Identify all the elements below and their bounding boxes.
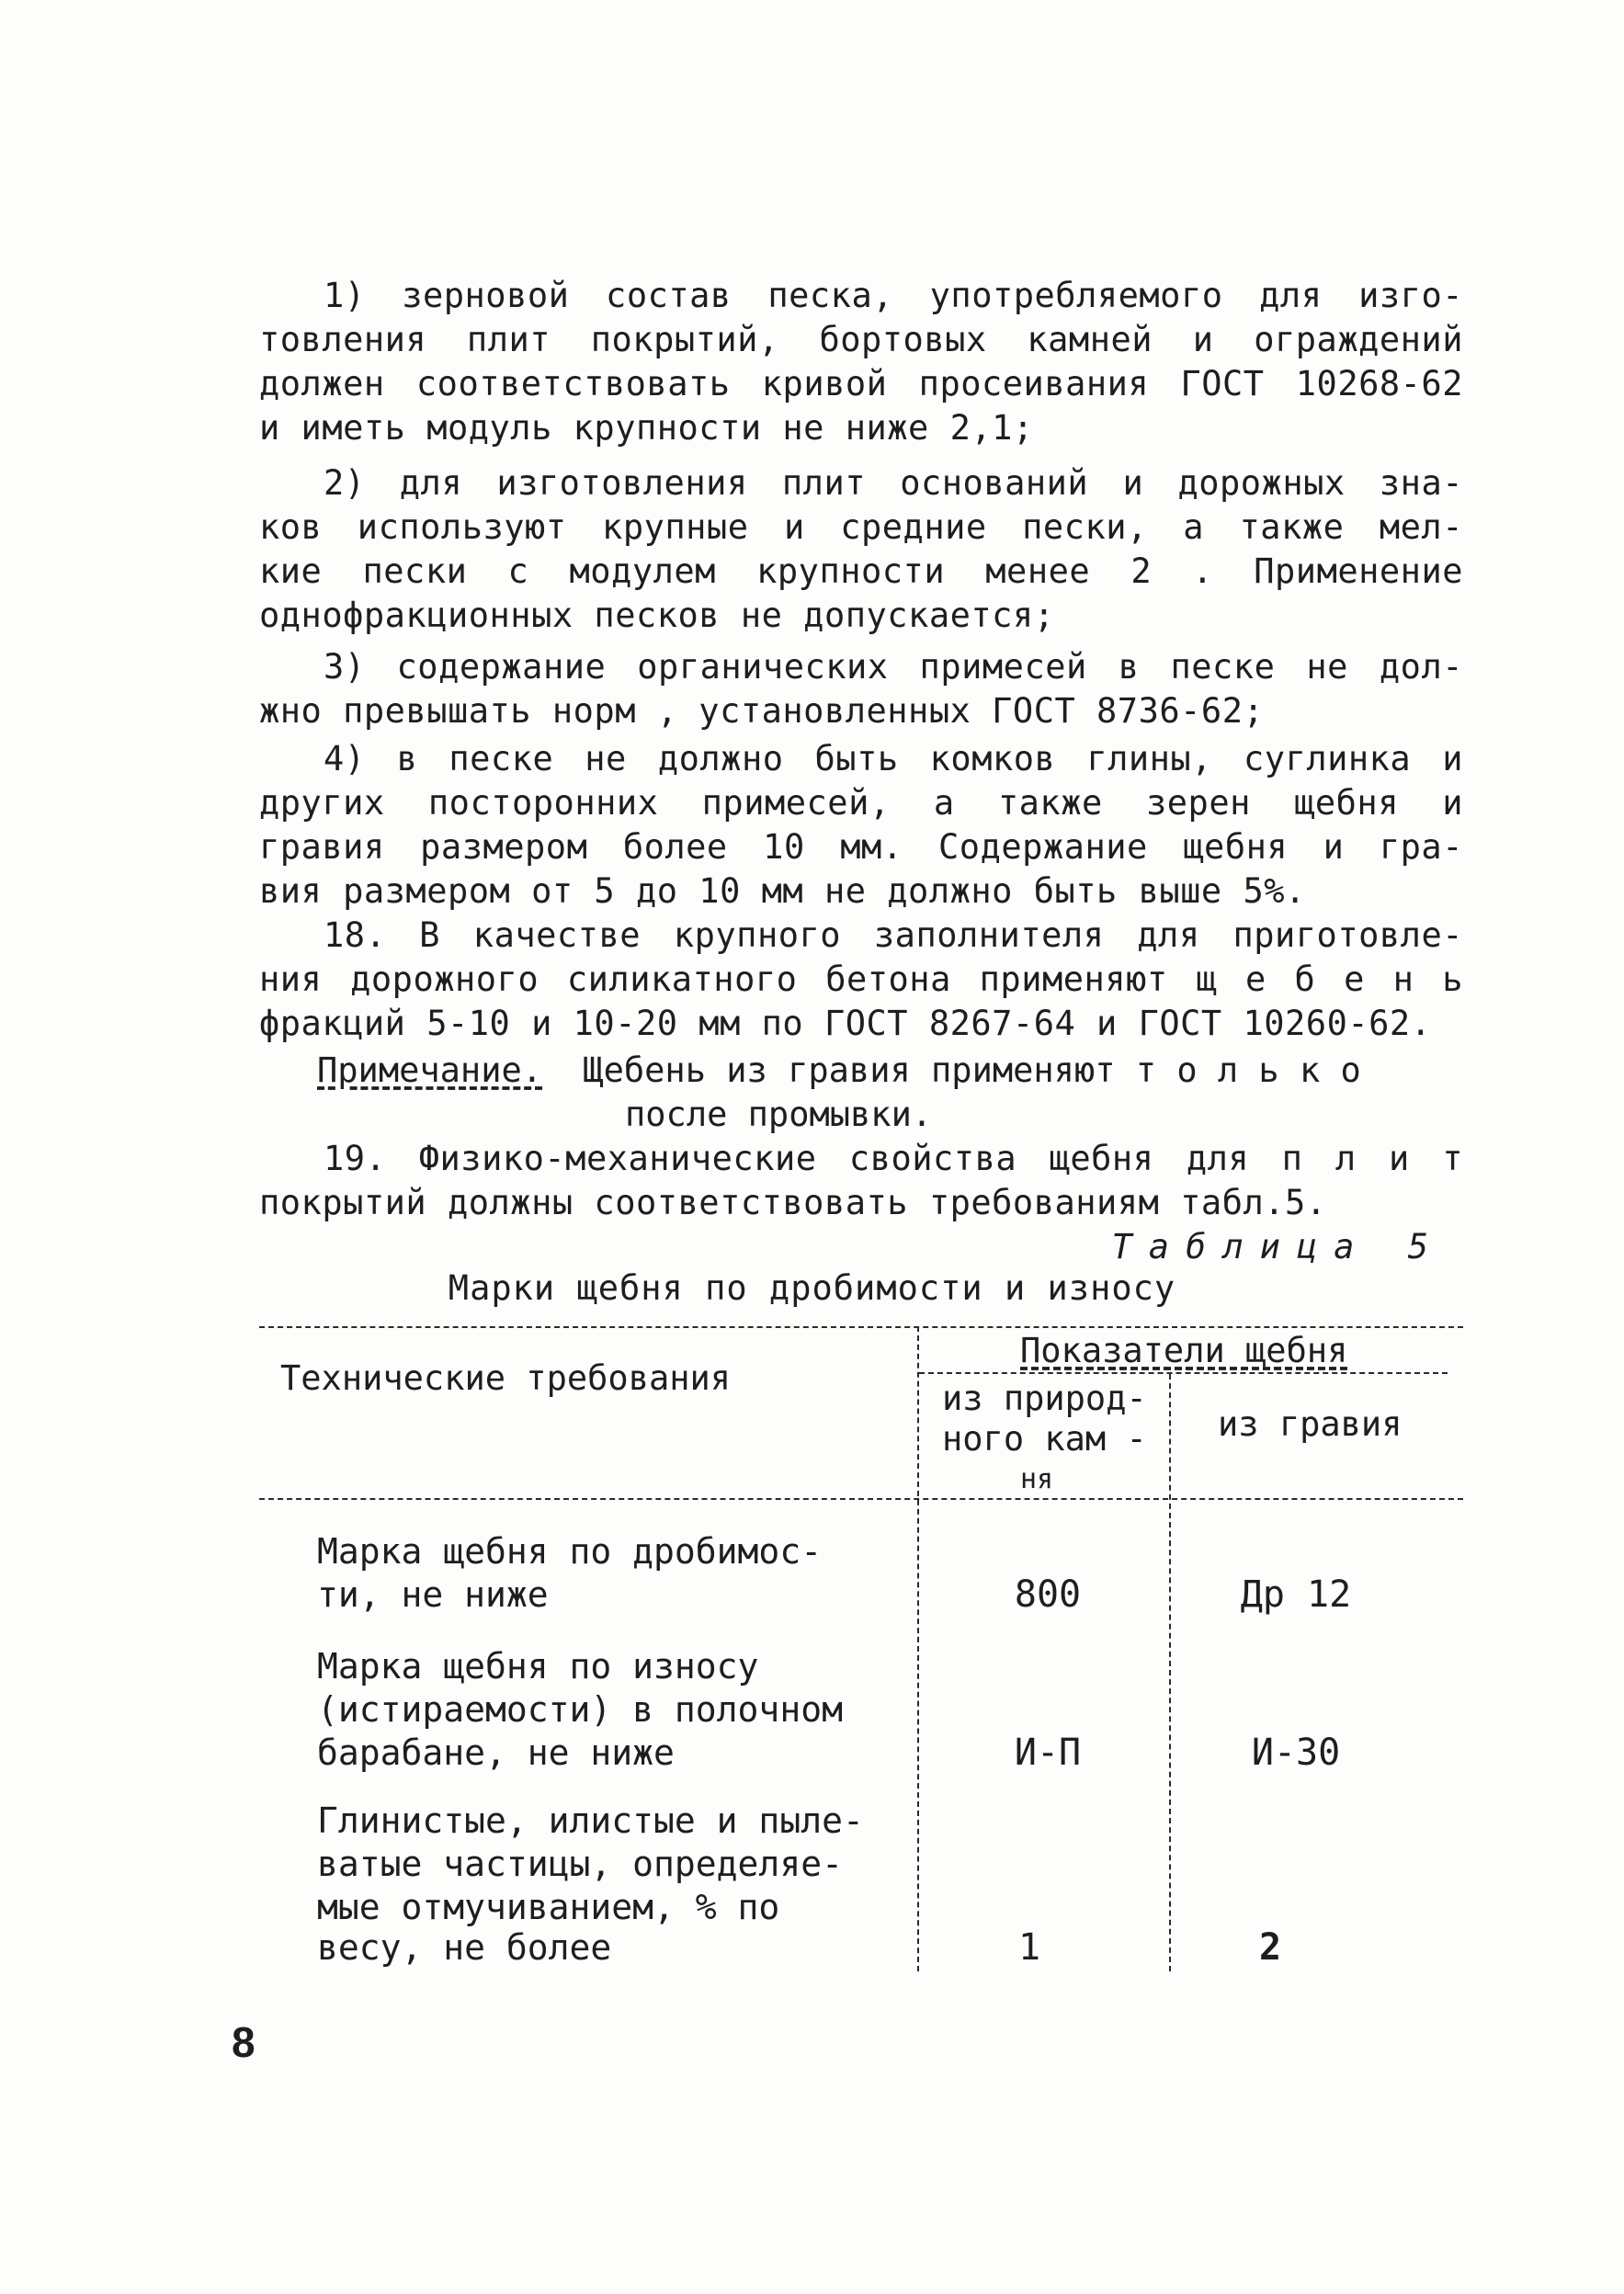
text-line: 1) зерновой состав песка, употребляемого для изго- [324,276,1463,315]
table-top-rule [259,1326,1463,1328]
text-line: и иметь модуль крупности не ниже 2,1; [259,408,1034,448]
text-line: покрытий должны соответствовать требованиям табл.5. [259,1183,1327,1222]
row-3-requirement-line-2: ватые частицы, определяе- [317,1844,843,1884]
row-1-requirement-line-2: ти, не ниже [317,1574,549,1615]
text-line: ков используют крупные и средние пески, а также мел- [259,507,1463,547]
row-1-stone-value: 800 [1014,1573,1082,1616]
table-label: Таблица 5 [1111,1227,1445,1266]
text-line: однофракционных песков не допускается; [259,596,1055,635]
row-1-requirement-line-1: Марка щебня по дробимос- [317,1531,823,1572]
page-number: 8 [232,2018,256,2066]
text-line: должен соответствовать кривой просеивания ГОСТ 10268-62 [259,364,1463,403]
text-line: 19. Физико-механические свойства щебня для п л и т [324,1139,1463,1178]
paragraph-4 [259,737,1463,914]
text-line: 2) для изготовления плит оснований и дорожных зна- [324,463,1463,503]
row-2-stone-value: И-П [1014,1732,1082,1774]
text-line: 18. В качестве крупного заполнителя для приготовле- [324,915,1463,955]
paragraph-19 [259,1137,1463,1225]
text-line: кие пески с модулем крупности менее 2 . Применение [259,551,1463,591]
table-header-rule [259,1498,1463,1500]
row-3-requirement-line-4: весу, не более [317,1927,612,1968]
text-line: гравия размером более 10 мм. Содержание щебня и гра- [259,827,1463,867]
row-3-requirement-line-3: мые отмучиванием, % по [317,1887,780,1927]
text-line: товления плит покрытий, бортовых камней и ограждений [259,320,1463,359]
note-line-1 [317,1049,1361,1093]
header-technical-requirements: Технические требования [280,1358,732,1398]
row-3-requirement-line-1: Глинистые, илистые и пыле- [317,1800,864,1841]
paragraph-2 [259,461,1463,638]
text-line: ния дорожного силикатного бетона применяют щ е б е н ь [259,960,1463,999]
header-gravel: из гравия [1218,1404,1403,1444]
header-natural-stone-line-3: ня [1020,1463,1054,1495]
row-3-stone-value: 1 [1017,1926,1041,1969]
header-natural-stone-line-1: из природ- [942,1379,1147,1418]
group-header-rule [919,1372,1448,1374]
row-2-requirement-line-2: (истираемости) в полочном [317,1689,843,1730]
paragraph-18 [259,914,1463,1046]
paragraph-3 [259,645,1463,733]
text-line: других посторонних примесей, а также зерен щебня и [259,783,1463,823]
header-natural-stone-line-2: ного кам - [942,1419,1147,1459]
row-2-requirement-line-1: Марка щебня по износу [317,1646,759,1686]
row-1-gravel-value: Др 12 [1240,1573,1352,1616]
note-label: Примечание. [317,1050,543,1090]
paragraph-1 [259,274,1463,450]
row-3-gravel-value: 2 [1258,1926,1282,1969]
text-line: 3) содержание органических примесей в песке не дол- [324,647,1463,687]
note-text: после промывки. [625,1095,933,1134]
note-line-2 [625,1093,932,1137]
table-col-divider-1 [917,1326,919,1971]
header-group-indicators: Показатели щебня [1020,1331,1348,1370]
row-2-gravel-value: И-30 [1251,1732,1341,1774]
row-2-requirement-line-3: барабане, не ниже [317,1732,675,1773]
table-title: Марки щебня по дробимости и износу [448,1268,1176,1308]
text-line: жно превышать норм , установленных ГОСТ 8736-62; [259,691,1265,731]
table-col-divider-2 [1169,1374,1171,1971]
text-line: фракций 5-10 и 10-20 мм по ГОСТ 8267-64 и ГОСТ 10260-62. [259,1004,1432,1043]
note-text: Щебень из гравия применяют т о л ь к о [583,1050,1361,1090]
text-line: вия размером от 5 до 10 мм не должно быть выше 5%. [259,871,1306,911]
text-line: 4) в песке не должно быть комков глины, суглинка и [324,739,1463,778]
